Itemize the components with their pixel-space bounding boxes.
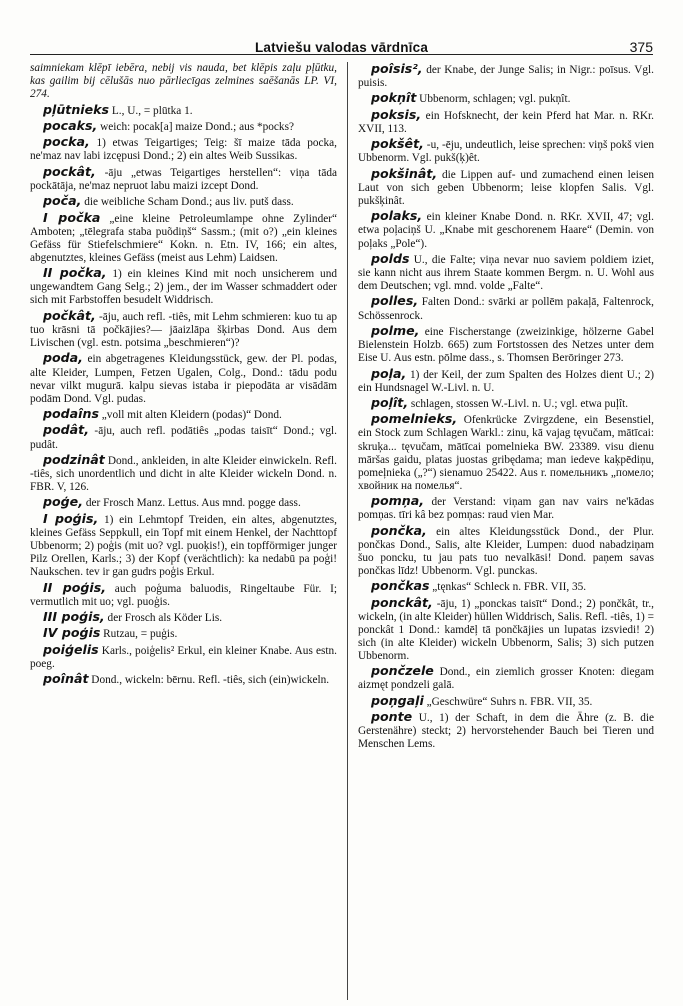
entry-definition: saimniekam klēpī iebēra, nebij vis nauda, bet klēpis zaļu pļūtku, kas gailim bij cēlušās nuo pārliecīgas zelmines saēšanās LP. VI, 274.	[30, 62, 337, 101]
dictionary-entry	[30, 610, 337, 625]
dictionary-entry	[358, 91, 654, 106]
dictionary-entry	[358, 694, 654, 709]
dictionary-entry	[358, 167, 654, 208]
entry-headword: pomelnieks,	[371, 411, 458, 427]
dictionary-entry	[358, 396, 654, 411]
entry-definition: schlagen, stossen W.-Livl. n. U.; vgl. etwa puļît.	[408, 397, 629, 410]
entry-headword: pocka,	[43, 134, 90, 150]
entry-headword: poģe,	[43, 494, 84, 510]
entry-headword: poļît,	[371, 394, 409, 410]
entry-headword: I počka	[43, 209, 101, 225]
entry-headword: pončka,	[371, 522, 427, 538]
dictionary-entry	[30, 309, 337, 350]
entry-definition: 1) ein kleines Kind mit noch unsicherem und ungewandtem Gang Selg.; 2) jem., der im Wasser schmaddert oder sich mit Farbstoffen besudelt Widdrisch.	[30, 268, 337, 307]
entry-definition: Dond., ankleiden, in alte Kleider einwickeln. Refl. -tiês, sich unordentlich und dicht in alte Kleider wickeln Dond. n. FBR. V, 126.	[30, 454, 337, 494]
entry-definition: U., die Falte; viņa nevar nuo saviem poldiem iziet, sie kann nicht aus ihrem Staate kommen Bergm. n. U. Wohl aus dem Deutschen; vgl. mnd. volde „Falte“.	[358, 253, 654, 293]
entry-headword: pokšêt,	[371, 136, 424, 152]
dictionary-entry	[358, 710, 654, 751]
dictionary-entry	[358, 62, 654, 90]
entry-headword: poļa,	[371, 365, 407, 381]
entry-definition: die weibliche Scham Dond.; aus liv. putš dass.	[81, 196, 294, 209]
entry-definition: der Knabe, der Junge Salis; in Nigr.: poīsus. Vgl. puisis.	[358, 64, 654, 90]
dictionary-entry	[358, 324, 654, 365]
entry-definition: 1) etwas Teigartiges; Teig: šī maize tāda pocka, ne'maz nav labi izcępusi Dond.; 2) ein altes Weib Sussikas.	[30, 137, 337, 163]
dictionary-entry	[30, 194, 337, 209]
dictionary-entry	[30, 135, 337, 163]
entry-definition: 1) der Keil, der zum Spalten des Holzes dient U.; 2) ein Hundsnagel W.-Livl. n. U.	[358, 368, 654, 394]
entry-definition: Rutzau, = puģis.	[100, 628, 178, 641]
entry-headword: počkât,	[43, 307, 96, 323]
entry-headword: poîsis²,	[371, 62, 423, 76]
column-divider	[347, 62, 348, 1000]
dictionary-entry	[358, 108, 654, 136]
entry-definition: -āju „etwas Teigartiges herstellen“: viņa tāda pockātāja, ne'maz nepruot labu maizi izcept Dond.	[30, 166, 337, 192]
entry-headword: podaîns	[43, 406, 99, 422]
entry-definition: die Lippen auf- und zumachend einen leisen Laut von sich geben Ubbenorm; leise klopfen Salis. Vgl. pukšķinât.	[358, 168, 654, 207]
entry-definition: Ofenkrücke Zvirgzdene, ein Besenstiel, ein Stock zum Schlagen Warkl.: zinu, kā vajag tęvučam, mātīcai: skruķa... tęvučam, mātīcai pomelnieka BW. 23389. visu dienu māršas gaidu, platas juostas gribędama; man iedeve kaķpēdiņu, pomeļnieka („?“) sienamuo 25422. Aus r. помельникъ „помело; хвойник на помелья“.	[358, 414, 654, 492]
entry-definition: weich: pocak[a] maize Dond.; aus *pocks?	[97, 120, 294, 133]
dictionary-entry	[358, 494, 654, 522]
entry-definition: „eine kleine Petroleumlampe ohne Zylinder“ Amboten; „tēlegrafa staba puõdiņš“ Sassm.; (mit o?) „ein kleines Gefäss für Stiefelschmiere“ Kokn. n. Etn. IV, 166; ein altes, abgenutztes, kleines Gefäss (meist aus Lehm) Laidsen.	[30, 212, 337, 264]
entry-headword: II poģis,	[43, 579, 107, 595]
entry-definition: Ubbenorm, schlagen; vgl. pukņît.	[416, 93, 571, 106]
dictionary-entry	[30, 211, 337, 265]
entry-definition: auch poģuma baluodis, Ringeltaube Für. I; vermutlich mit uo; vgl. puoģis.	[30, 582, 337, 608]
dictionary-entry	[30, 453, 337, 494]
dictionary-entry	[30, 407, 337, 422]
dictionary-entry	[358, 209, 654, 250]
entry-definition: -āju, 1) „ponckas taisīt“ Dond.; 2) pončkât, tr., wickeln, (in alte Kleider) hüllen Widdrisch, Salis. Refl. -tiês, 1) = ponckât 1 Dond.: kamdēļ tā pončkājies un lupatas izsviedi! 2) sich (in alte Kleider) wickeln Ubbenorm, Salis; 3) sich putzen Ubbenorm.	[358, 597, 654, 662]
page-title: Latviešu valodas vārdnīca	[254, 40, 429, 55]
entry-headword: poda,	[43, 350, 83, 366]
entry-headword: podzinât	[43, 451, 105, 467]
dictionary-entry	[358, 137, 654, 165]
entry-definition: Karls., poiģelis² Erkul, ein kleiner Knabe. Aus estn. poeg.	[30, 644, 337, 670]
entry-headword: pokņît	[371, 90, 417, 106]
entry-headword: ponckât,	[371, 594, 433, 610]
entry-definition: ein Hofsknecht, der kein Pferd hat Mar. n. RKr. XVII, 113.	[358, 109, 654, 135]
dictionary-entry	[30, 119, 337, 134]
dictionary-entry	[358, 367, 654, 395]
dictionary-entry	[30, 512, 337, 579]
entry-headword: IV poģis	[43, 625, 101, 641]
dictionary-entry	[30, 626, 337, 641]
entry-headword: ponte	[371, 709, 413, 725]
entry-definition: ein abgetragenes Kleidungsstück, gew. der Pl. podas, alte Kleider, Lumpen, Fetzen Ugalen, Colg., Dond.: tādu podu nevar vilkt mugurā. kalpu sievas istaba ir piepodāta ar visādām podām Dond. Vgl. pudas.	[30, 353, 337, 405]
entry-headword: polme,	[371, 322, 420, 338]
entry-definition: -āju, auch refl. podātiês „podas taisīt“ Dond.; vgl. pudât.	[30, 425, 337, 451]
dictionary-entry	[30, 672, 337, 687]
dictionary-entry	[30, 103, 337, 118]
left-column	[30, 62, 337, 1000]
entry-definition: L., U., = plūtka 1.	[109, 104, 193, 117]
dictionary-entry	[30, 351, 337, 405]
dictionary-entry	[30, 165, 337, 193]
right-column	[358, 62, 654, 1000]
entry-definition: Dond., ein ziemlich grosser Knoten: diegam aizmęt pondzeli galā.	[358, 666, 654, 692]
entry-headword: polds	[371, 250, 410, 266]
dictionary-entry	[30, 62, 337, 101]
entry-headword: pļūtnieks	[43, 101, 110, 117]
entry-headword: pončzele	[371, 663, 434, 679]
entry-definition: „tęnkas“ Schleck n. FBR. VII, 35.	[429, 581, 587, 594]
dictionary-entry	[358, 664, 654, 692]
entry-headword: pokšinât,	[371, 165, 438, 181]
dictionary-entry	[358, 579, 654, 594]
entry-headword: poksis,	[371, 106, 422, 122]
entry-headword: poņgaļi	[371, 692, 424, 708]
dictionary-entry	[358, 294, 654, 322]
dictionary-entry	[30, 266, 337, 307]
entry-headword: pocaks,	[43, 117, 98, 133]
entry-definition: „Geschwüre“ Suhrs n. FBR. VII, 35.	[423, 695, 593, 708]
entry-headword: pockât,	[43, 163, 96, 179]
entry-headword: pončkas	[371, 578, 430, 594]
entry-headword: III poģis,	[43, 609, 105, 625]
dictionary-entry	[358, 252, 654, 293]
dictionary-entry	[30, 423, 337, 451]
dictionary-entry	[30, 581, 337, 609]
entry-headword: poča,	[43, 193, 82, 209]
entry-definition: ein altes Kleidungsstück Dond., der Plur. pončkas Dond., Salis, alte Kleider, Lumpen: duod nabadziņam šuo poncku, tu jau pats tuo nevalkāsi! Dond. paņem savas pončkas līdz! Ubbenorm. Vgl. punckas.	[358, 525, 654, 577]
entry-definition: -u, -ēju, undeutlich, leise sprechen: viņš pokš vien Ubbenorm. Vgl. pukš(ķ)êt.	[358, 139, 654, 165]
entry-headword: podât,	[43, 422, 89, 438]
entry-headword: II počka,	[43, 265, 107, 281]
entry-definition: Falten Dond.: svārki ar pollēm pakaļā, Faltenrock, Schössenrock.	[358, 296, 654, 322]
entry-headword: polles,	[371, 293, 419, 309]
dictionary-entry	[358, 596, 654, 663]
page-number: 375	[629, 39, 653, 55]
entry-headword: poiģelis	[43, 641, 99, 657]
page-header	[30, 6, 653, 55]
entry-definition: 1) ein Lehmtopf Treiden, ein altes, abgenutztes, kleines Gefäss Seppkull, ein Topf mit einem Henkel, der Nachttopf Ubbenorm; 2) poģis (mit uo? vgl. puoķis!), ein topfförmiger junger Pilz Orellen, Karls.; 3) der Kopf (verächtlich): ka nedabū pa poģi! Naukschen. tev ir gan gudrs poģis Erkul.	[30, 513, 337, 579]
entry-definition: der Verstand: viņam gan nav vairs ne'kādas pomņas. tīri kâ bez pomņas: raud vien Mar.	[358, 496, 654, 522]
entry-definition: -āju, auch refl. -tiês, mit Lehm schmieren: kuo tu ap tuo krāsni tā počkājies?— jāaizlāpa šķirbas Dond. Aus dem Livischen (vgl. estn. potsima „beschmieren“)?	[30, 310, 337, 350]
entry-headword: polaks,	[371, 208, 423, 224]
entry-definition: U., 1) der Schaft, in dem die Ähre (z. B. die Gerstenähre) steckt; 2) hervorstehender Bauch bei Tieren und Menschen Lems.	[358, 712, 654, 751]
entry-headword: pomņa,	[371, 493, 425, 509]
entry-definition: eine Fischerstange (zweizinkige, hölzerne Gabel Bielenstein Holzb. 665) zum Fortstossen des Netzes unter dem Eise U. Aus estn. pōlme dass., s. Thomsen Berōringer 273.	[358, 325, 654, 365]
entry-definition: „voll mit alten Kleidern (podas)“ Dond.	[98, 409, 282, 422]
entry-definition: der Frosch Manz. Lettus. Aus mnd. pogge dass.	[83, 497, 301, 510]
entry-headword: poînât	[43, 671, 89, 687]
entry-definition: Dond., wickeln: bērnu. Refl. -tiês, sich (ein)wickeln.	[88, 674, 330, 687]
entry-definition: ein kleiner Knabe Dond. n. RKr. XVII, 47; vgl. etwa poļaciņš U. „Knabe mit geschorenem Haare“ (Demin. von poļaks „Pole“).	[358, 211, 654, 250]
dictionary-entry	[30, 495, 337, 510]
entry-headword: I poģis,	[43, 510, 99, 526]
entry-definition: der Frosch als Köder Lis.	[104, 612, 223, 625]
dictionary-entry	[30, 643, 337, 671]
dictionary-entry	[358, 524, 654, 578]
dictionary-entry	[358, 412, 654, 492]
